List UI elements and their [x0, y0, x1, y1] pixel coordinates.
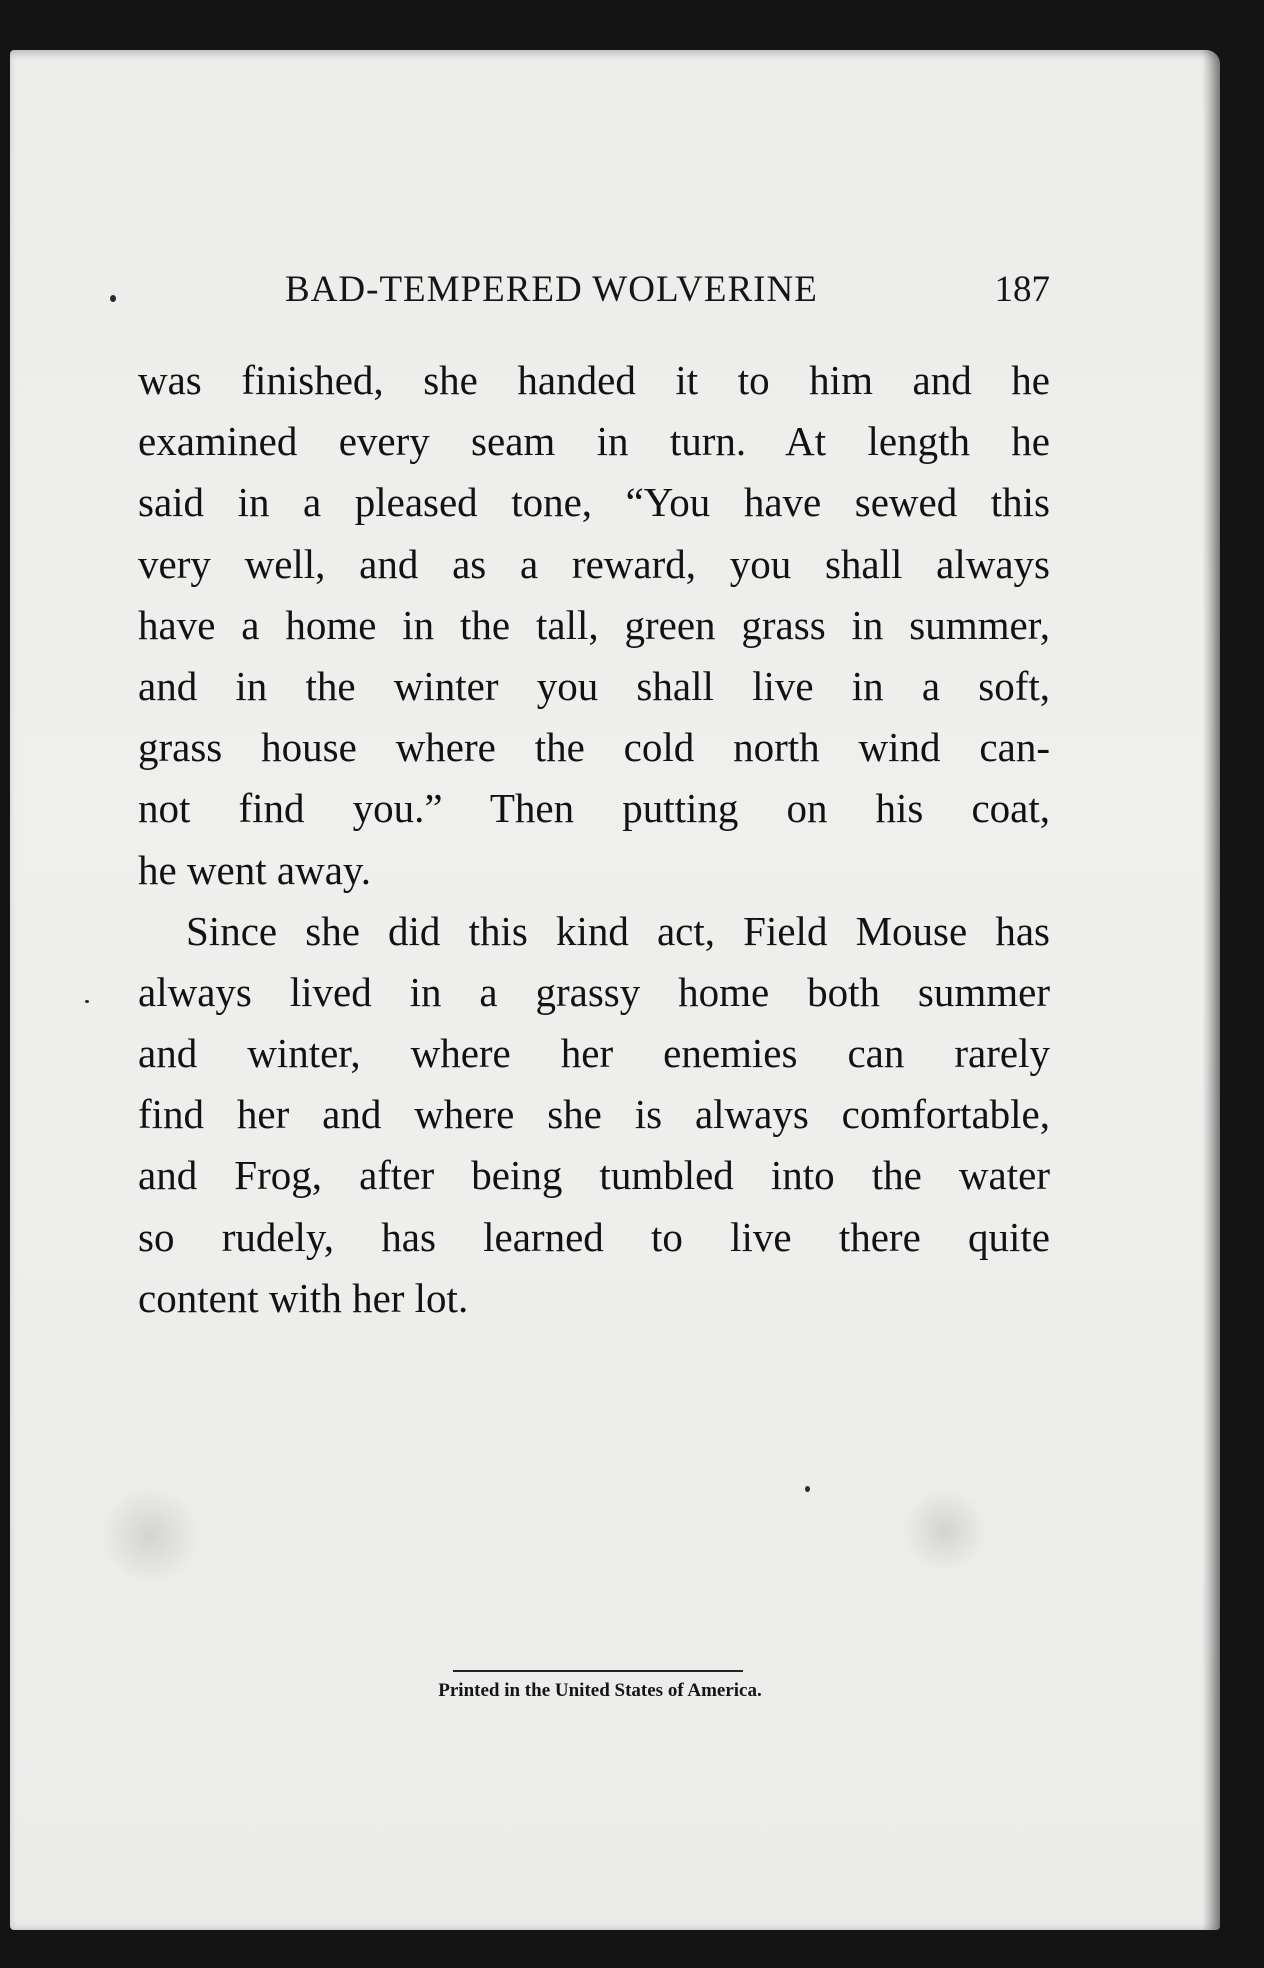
text-line: examined every seam in turn. At length he — [138, 418, 1050, 465]
paragraph-2 — [138, 901, 1050, 1329]
text-line: find her and where she is always comfortable, — [138, 1091, 1050, 1138]
paragraph-1 — [138, 350, 1050, 901]
text-line: always lived in a grassy home both summer — [138, 968, 1050, 1015]
text-line: and winter, where her enemies can rarely — [138, 1030, 1050, 1077]
text-line: said in a pleased tone, “You have sewed this — [138, 479, 1050, 526]
paper-speck — [805, 1486, 810, 1492]
page-edge-shadow — [1202, 50, 1220, 1930]
paper-speck — [85, 1000, 89, 1003]
paper-smudge — [95, 1490, 205, 1580]
paper-smudge — [900, 1490, 990, 1570]
printer-imprint: Printed in the United States of America. — [438, 1680, 762, 1701]
text-line: very well, and as a reward, you shall always — [138, 540, 1050, 587]
running-title: BAD-TEMPERED WOLVERINE — [285, 269, 818, 310]
text-line: and in the winter you shall live in a soft, — [138, 662, 1050, 709]
text-line: was finished, she handed it to him and he — [138, 357, 1050, 403]
text-line: he went away. — [138, 846, 371, 893]
text-line: have a home in the tall, green grass in summer, — [138, 601, 1050, 648]
text-line: not find you.” Then putting on his coat, — [138, 785, 1050, 832]
footer-rule — [453, 1670, 743, 1672]
body-text — [138, 350, 1050, 1329]
page-number: 187 — [994, 269, 1050, 310]
text-line: and Frog, after being tumbled into the water — [138, 1152, 1050, 1199]
book-page — [10, 50, 1220, 1930]
paper-speck — [110, 295, 116, 302]
text-line: grass house where the cold north wind can- — [138, 724, 1050, 771]
text-line: Since she did this kind act, Field Mouse has — [186, 907, 1050, 954]
text-line: content with her lot. — [138, 1274, 469, 1321]
running-head — [140, 268, 1050, 318]
text-line: so rudely, has learned to live there quite — [138, 1213, 1050, 1260]
